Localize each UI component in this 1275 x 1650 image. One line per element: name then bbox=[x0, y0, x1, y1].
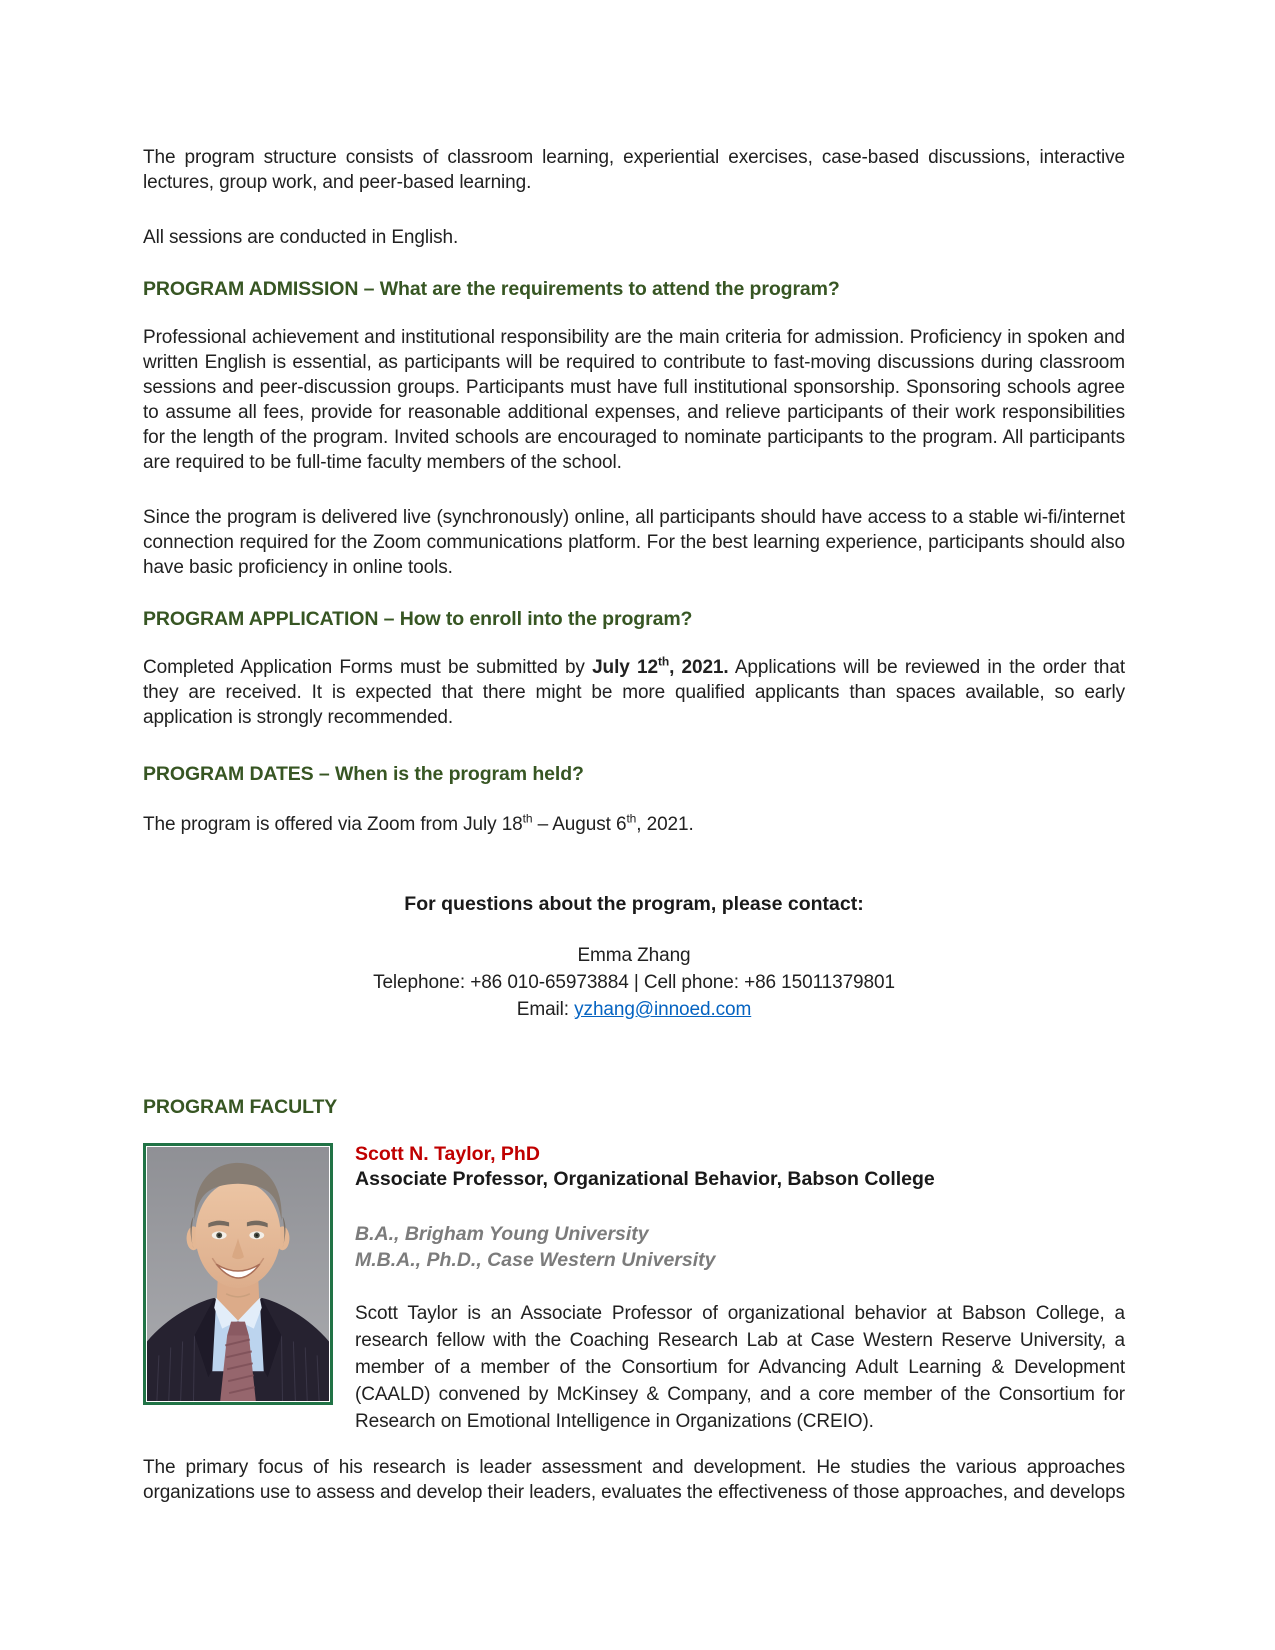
faculty-degree-mba: M.B.A., Ph.D., Case Western University bbox=[355, 1249, 716, 1271]
admission-paragraph: Professional achievement and institutional responsibility are the main criteria for admission. Proficiency in spoken and written English is essential, as participants will be required to contribute to fast-moving discussions during classroom sessions and peer-discussion groups. Participants must have full institutional sponsorship. Sponsoring schools agree to assume all fees, provide for reasonable additional expenses, and relieve participants of their work responsibilities for the length of the program. Invited schools are encouraged to nominate participants to the program. All participants are required to be full-time faculty members of the school. bbox=[143, 327, 1125, 473]
faculty-headshot-illustration bbox=[147, 1147, 329, 1401]
faculty-title: Associate Professor, Organizational Behavior, Babson College bbox=[355, 1168, 935, 1190]
program-structure-paragraph: The program structure consists of classroom learning, experiential exercises, case-based discussions, interactive lectures, group work, and peer-based learning. bbox=[143, 147, 1125, 193]
faculty-photo bbox=[143, 1143, 333, 1405]
application-text-run-2: Applications will be reviewed in the order that they are received. It is expected that there might be more qualified applicants than spaces available, so early application is strongly recommended. bbox=[143, 657, 1126, 728]
deadline-date: July 12 bbox=[592, 657, 658, 678]
faculty-bio-paragraph: Scott Taylor is an Associate Professor of organizational behavior at Babson College, a research fellow with the Coaching Research Lab at Case Western Reserve University, a member of a member of the Consortium for Advancing Adult Learning & Development (CAALD) convened by McKinsey & Company, and a core member of the Consortium for Research on Emotional Intelligence in Organizations (CREIO). bbox=[355, 1303, 1125, 1432]
dates-text-run: The program is offered via Zoom from July 18 bbox=[143, 814, 523, 835]
contact-email-line bbox=[143, 996, 1125, 1023]
application-deadline bbox=[592, 654, 729, 678]
faculty-heading: PROGRAM FACULTY bbox=[143, 1096, 338, 1118]
dates-paragraph bbox=[143, 812, 1125, 837]
contact-name: Emma Zhang bbox=[577, 945, 691, 966]
dates-text-run-3: , 2021. bbox=[636, 814, 694, 835]
faculty-name: Scott N. Taylor, PhD bbox=[355, 1143, 540, 1165]
dates-text-run-2: – August 6 bbox=[532, 814, 627, 835]
language-note: All sessions are conducted in English. bbox=[143, 227, 459, 248]
online-requirements-paragraph: Since the program is delivered live (synchronously) online, all participants should have access to a stable wi-fi/internet connection required for the Zoom communications platform. For the best learning experience, participants should also have basic proficiency in online tools. bbox=[143, 507, 1125, 578]
contact-phone-line: Telephone: +86 010-65973884 | Cell phone: +86 15011379801 bbox=[373, 972, 895, 993]
application-heading: PROGRAM APPLICATION – How to enroll into the program? bbox=[143, 608, 693, 630]
email-label: Email: bbox=[516, 999, 575, 1020]
application-text-run: Completed Application Forms must be submitted by bbox=[143, 657, 593, 678]
end-date-superscript: th bbox=[626, 811, 637, 826]
dates-heading: PROGRAM DATES – When is the program held? bbox=[143, 763, 584, 785]
admission-heading: PROGRAM ADMISSION – What are the requirements to attend the program? bbox=[143, 278, 840, 300]
faculty-profile bbox=[143, 1143, 1125, 1435]
faculty-text-block bbox=[355, 1143, 1125, 1435]
research-focus-paragraph: The primary focus of his research is leader assessment and development. He studies the various approaches organizations use to assess and develop their leaders, evaluates the effectiveness of those approaches, and develops bbox=[143, 1457, 1125, 1503]
deadline-superscript: th bbox=[657, 654, 670, 669]
contact-block bbox=[143, 942, 1125, 1023]
deadline-year: , 2021. bbox=[669, 657, 729, 678]
start-date-superscript: th bbox=[522, 811, 533, 826]
contact-heading: For questions about the program, please contact: bbox=[404, 893, 864, 915]
faculty-degree-ba: B.A., Brigham Young University bbox=[355, 1223, 649, 1245]
email-link[interactable]: yzhang@innoed.com bbox=[574, 999, 752, 1020]
application-paragraph bbox=[143, 655, 1125, 730]
